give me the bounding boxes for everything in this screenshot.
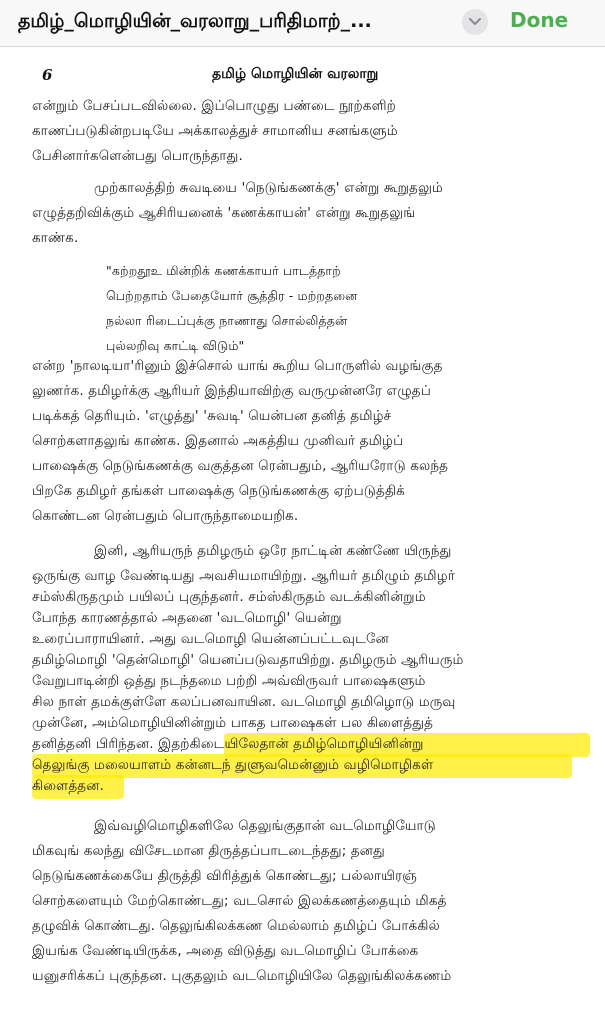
text-line: யனுசரிக்கப் புகுந்தன. புகுதலும் வடமொழியிலே தெலுங்கிலக்கணம் bbox=[32, 968, 452, 984]
text-line: சில நாள் தமக்குள்ளே கலப்பனவாயின. வடமொழி தமிழொடு மருவு bbox=[32, 694, 456, 710]
text-line: இவ்வழிமொழிகளிலே தெலுங்குதான் வடமொழியோடு bbox=[94, 818, 436, 834]
document-toolbar bbox=[0, 0, 605, 47]
done-button[interactable]: Done bbox=[510, 8, 569, 32]
quote-line: "கற்றதூஉ மின்றிக் கணக்காயர் பாடத்தாற் bbox=[106, 263, 341, 278]
highlighted-text-line: தெலுங்கு மலையாளம் கன்னடந் துளுவமென்னும் வழிமொழிகள் bbox=[32, 757, 434, 773]
text-line: வேறுபாடின்றி ஒத்து நடந்தமை பற்றி அவ்விருவர் பாஷைகளும் bbox=[32, 673, 426, 689]
text-line: என்ற 'நாலடியா'ரினும் இச்சொல் யாங் கூறிய பொருளில் வழங்குத bbox=[32, 358, 443, 374]
text-line: படிக்கத் தெரியும். 'எழுத்து' 'சுவடி' யென்பன தனித் தமிழ்ச் bbox=[32, 408, 392, 424]
text-line: மிகவுங் கலந்து விசேடமான திருத்தப்பாடடைந்தது; தனது bbox=[32, 843, 385, 859]
page-number: 6 bbox=[42, 66, 53, 84]
text-line: காணப்படுகின்றபடியே அக்காலத்துச் சாமானிய சனங்களும் bbox=[32, 123, 398, 139]
text-line: பிறகே தமிழர் தங்கள் பாஷைக்கு நெடுங்கணக்கு ஏற்படுத்திக் bbox=[32, 483, 405, 499]
text-line: பாஷைக்கு நெடுங்கணக்கு வகுத்தன ரென்பதும், ஆரியரோடு கலந்த bbox=[32, 458, 449, 474]
document-page bbox=[14, 58, 596, 1024]
text-line: நெடுங்கணக்கையே திருத்தி விரித்துக் கொண்டது; பல்லாயிரஞ் bbox=[32, 868, 417, 884]
text-line: உரைப்பாராயினர். அது வடமொழி யென்னப்பட்டவுடனே bbox=[32, 631, 389, 647]
text-line: போந்த காரணத்தால் அதனை 'வடமொழி' யென்று bbox=[32, 610, 342, 626]
text-line: சொற்களையும் மேற்கொண்டது; வடசொல் இலக்கணத்தையும் மிகத் bbox=[32, 893, 447, 909]
quote-line: பெற்றதாம் பேதையோர் சூத்திர - மற்றதனை bbox=[106, 288, 358, 303]
text-line: முன்னே, அம்மொழியினின்றும் பாகத பாஷைகள் பல கிளைத்துத் bbox=[32, 715, 434, 731]
title-menu-button[interactable] bbox=[462, 9, 488, 35]
text-line: இனி, ஆரியருந் தமிழரும் ஒரே நாட்டின் கண்ணே யிருந்து bbox=[94, 543, 452, 559]
chevron-down-icon bbox=[469, 18, 481, 26]
page-header bbox=[42, 66, 582, 88]
text-line: தமிழ்மொழி 'தென்மொழி' யெனப்படுவதாயிற்று. தமிழரும் ஆரியரும் bbox=[32, 652, 464, 668]
text-line: சொற்களாதலுங் காண்க. இதனால் அகத்திய முனிவர் தமிழ்ப் bbox=[32, 433, 404, 449]
text-line: தனித்தனி பிரிந்தன. இதற்கிடையிலேதான் தமிழ்மொழியினின்று bbox=[32, 736, 424, 752]
text-line: ஒருங்கு வாழ வேண்டியது அவசியமாயிற்று. ஆரியர் தமிழும் தமிழர் bbox=[32, 568, 455, 584]
text-line: இயங்க வேண்டியிருக்க, அதை விடுத்து வடமொழிப் போக்கை bbox=[32, 943, 419, 959]
document-title: தமிழ்_மொழியின்_வரலாறு_பரிதிமாற்_... bbox=[18, 10, 372, 32]
highlighted-text-line: கிளைத்தன. bbox=[32, 778, 104, 794]
quote-line: நல்லா ரிடைப்புக்கு நாணாது சொல்லித்தன் bbox=[106, 313, 348, 328]
text-line: தழுவிக் கொண்டது. தெலுங்கிலக்கண மெல்லாம் தமிழ்ப் போக்கில் bbox=[32, 918, 440, 934]
quote-line: புல்லறிவு காட்டி விடும்" bbox=[106, 338, 245, 353]
text-line: எழுத்தறிவிக்கும் ஆசிரியனைக் 'கணக்காயன்' என்று கூறுதலுங் bbox=[32, 205, 416, 221]
text-line: சம்ஸ்கிருதமும் பயிலப் புகுந்தனர். சம்ஸ்கிருதம் வடக்கினின்றும் bbox=[32, 589, 426, 605]
text-line: பேசினார்களென்பது பொருந்தாது. bbox=[32, 148, 243, 164]
text-line: காண்க. bbox=[32, 230, 79, 246]
running-title: தமிழ் மொழியின் வரலாறு bbox=[212, 66, 379, 82]
text-line: என்றும் பேசப்படவில்லை. இப்பொழுது பண்டை நூற்களிற் bbox=[32, 98, 396, 114]
text-line: லுணர்க. தமிழர்க்கு ஆரியர் இந்தியாவிற்கு வருமுன்னரே எழுதப் bbox=[32, 383, 431, 399]
text-line: கொண்டன ரென்பதும் பொருந்தாமையறிக. bbox=[32, 508, 299, 524]
text-line: முற்காலத்திற் சுவடியை 'நெடுங்கணக்கு' என்று கூறுதலும் bbox=[94, 180, 444, 196]
